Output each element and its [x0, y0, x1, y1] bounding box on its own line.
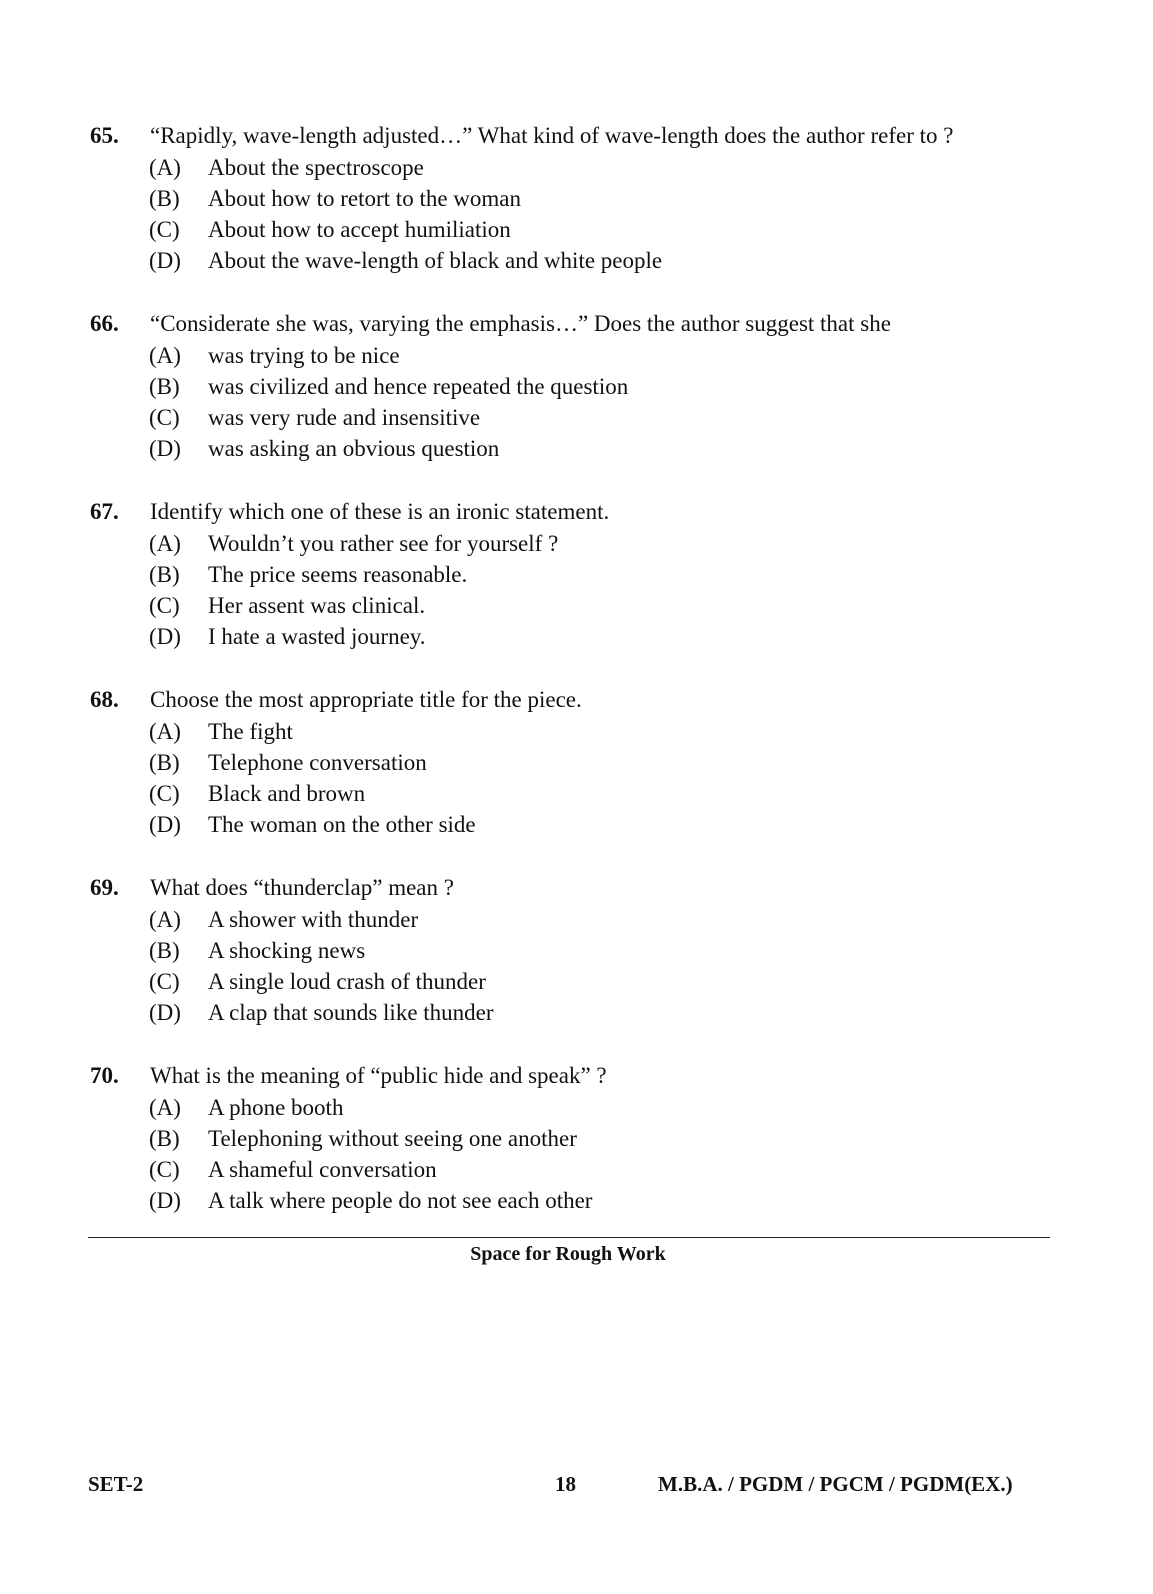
option-text: Wouldn’t you rather see for yourself ?	[208, 531, 559, 556]
footer-set-label: SET-2	[88, 1472, 144, 1496]
option-letter: (A)	[149, 343, 181, 368]
option-letter: (D)	[149, 248, 181, 273]
footer-page-number: 18	[555, 1472, 576, 1496]
option-text: About how to accept humiliation	[208, 217, 511, 242]
option-text: A phone booth	[208, 1095, 344, 1120]
question-text: “Rapidly, wave-length adjusted…” What kind of wave-length does the author refer to ?	[150, 123, 954, 148]
option-text: About the wave-length of black and white people	[208, 248, 663, 273]
option-text: Black and brown	[208, 781, 366, 806]
option-letter: (A)	[149, 155, 181, 180]
option-letter: (B)	[149, 186, 180, 211]
option-text: Telephone conversation	[208, 750, 427, 775]
question-number: 68.	[90, 687, 119, 712]
option-text: A shameful conversation	[208, 1157, 437, 1182]
question-text: “Considerate she was, varying the emphasis…” Does the author suggest that she	[150, 311, 891, 336]
option-letter: (C)	[149, 969, 180, 994]
option-text: was asking an obvious question	[208, 436, 500, 461]
option-text: A talk where people do not see each other	[208, 1188, 593, 1213]
rough-work-label: Space for Rough Work	[470, 1243, 666, 1265]
option-letter: (C)	[149, 217, 180, 242]
footer-course-label: M.B.A. / PGDM / PGCM / PGDM(EX.)	[658, 1472, 1013, 1496]
option-letter: (C)	[149, 593, 180, 618]
option-text: The fight	[208, 719, 293, 744]
option-letter: (B)	[149, 750, 180, 775]
option-text: was very rude and insensitive	[208, 405, 481, 430]
option-letter: (D)	[149, 1188, 181, 1213]
option-letter: (D)	[149, 436, 181, 461]
question-text: Choose the most appropriate title for the piece.	[150, 687, 582, 712]
option-text: Her assent was clinical.	[208, 593, 426, 618]
question-number: 66.	[90, 311, 119, 336]
option-letter: (B)	[149, 374, 180, 399]
option-letter: (C)	[149, 1157, 180, 1182]
option-text: A single loud crash of thunder	[208, 969, 486, 994]
question-text: What does “thunderclap” mean ?	[150, 875, 454, 900]
option-text: I hate a wasted journey.	[208, 624, 426, 649]
option-text: A shocking news	[208, 938, 366, 963]
option-letter: (A)	[149, 531, 181, 556]
option-letter: (A)	[149, 1095, 181, 1120]
option-text: A shower with thunder	[208, 907, 419, 932]
option-text: was trying to be nice	[208, 343, 400, 368]
option-text: About how to retort to the woman	[208, 186, 522, 211]
option-letter: (C)	[149, 405, 180, 430]
option-text: was civilized and hence repeated the question	[208, 374, 629, 399]
option-letter: (B)	[149, 938, 180, 963]
option-text: Telephoning without seeing one another	[208, 1126, 577, 1151]
option-letter: (B)	[149, 1126, 180, 1151]
option-letter: (B)	[149, 562, 180, 587]
option-letter: (A)	[149, 719, 181, 744]
rough-work-divider	[88, 1237, 1050, 1238]
option-text: The price seems reasonable.	[208, 562, 468, 587]
question-number: 67.	[90, 499, 119, 524]
option-letter: (D)	[149, 624, 181, 649]
question-text: What is the meaning of “public hide and speak” ?	[150, 1063, 607, 1088]
question-number: 69.	[90, 875, 119, 900]
question-text: Identify which one of these is an ironic statement.	[150, 499, 610, 524]
option-text: About the spectroscope	[208, 155, 424, 180]
question-number: 65.	[90, 123, 119, 148]
option-letter: (D)	[149, 1000, 181, 1025]
option-text: The woman on the other side	[208, 812, 476, 837]
option-text: A clap that sounds like thunder	[208, 1000, 494, 1025]
question-number: 70.	[90, 1063, 119, 1088]
option-letter: (C)	[149, 781, 180, 806]
option-letter: (D)	[149, 812, 181, 837]
option-letter: (A)	[149, 907, 181, 932]
